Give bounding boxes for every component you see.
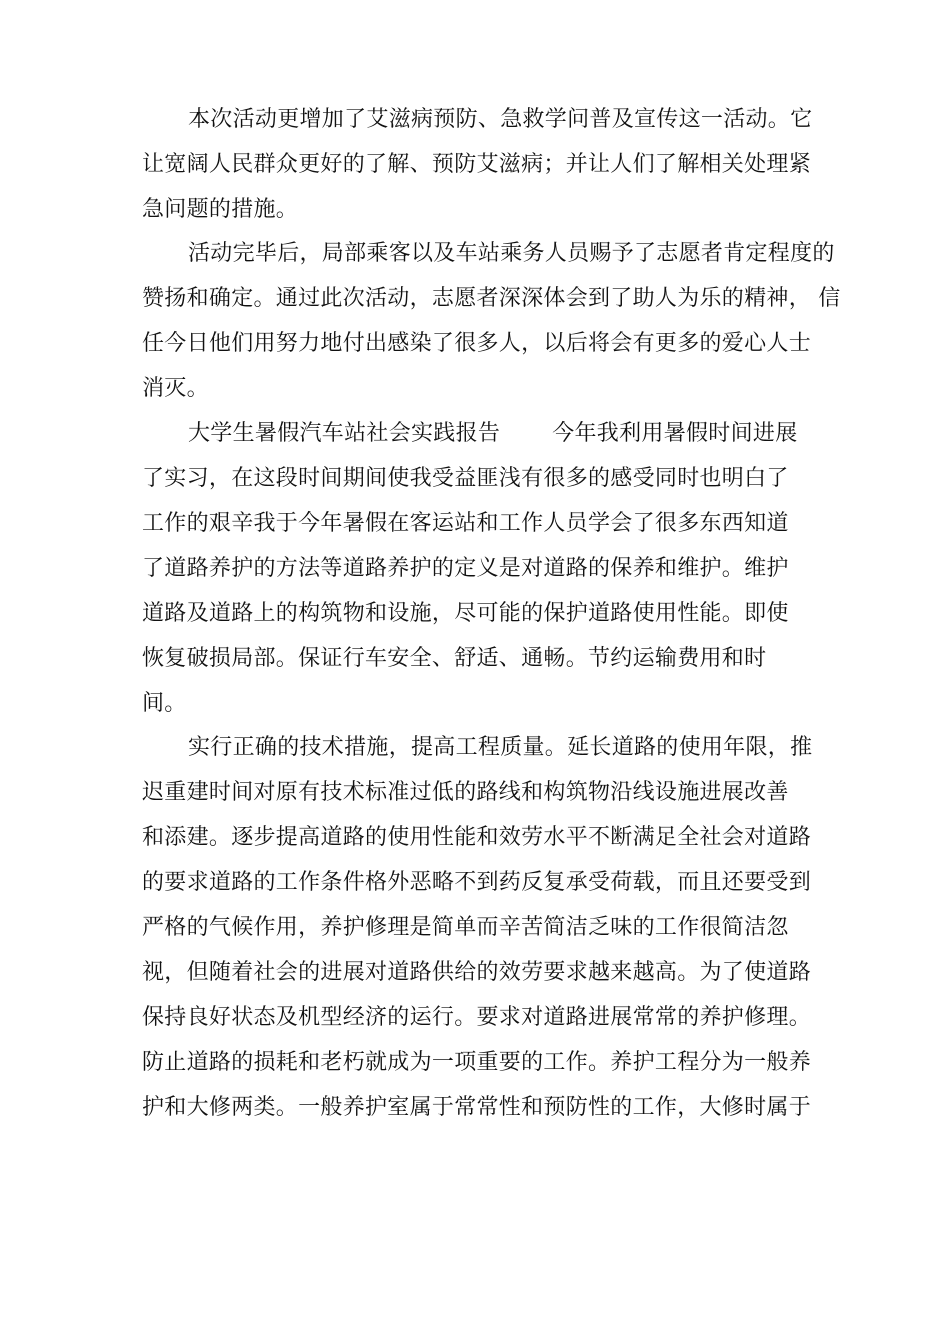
paragraph-2-line-3: 任今日他们用努力地付出感染了很多人，以后将会有更多的爱心人士 <box>142 331 812 356</box>
paragraph-1-line-1: 本次活动更增加了艾滋病预防、急救学问普及宣传这一活动。它 <box>188 107 813 132</box>
report-title: 大学生暑假汽车站社会实践报告 <box>188 421 501 446</box>
paragraph-4-line-8: 防止道路的损耗和老朽就成为一项重要的工作。养护工程分为一般养 <box>142 1050 812 1075</box>
paragraph-4-line-5: 严格的气候作用，养护修理是简单而辛苦简洁乏味的工作很简洁忽 <box>142 915 789 940</box>
paragraph-3-line-5: 道路及道路上的构筑物和设施，尽可能的保护道路使用性能。即使 <box>142 601 789 626</box>
paragraph-4-line-3: 和添建。逐步提高道路的使用性能和效劳水平不断满足全社会对道路 <box>142 825 812 850</box>
paragraph-4-line-9: 护和大修两类。一般养护室属于常常性和预防性的工作，大修时属于 <box>142 1095 812 1120</box>
paragraph-3-line-7: 间。 <box>142 691 187 716</box>
paragraph-4-line-6: 视，但随着社会的进展对道路供给的效劳要求越来越高。为了使道路 <box>142 960 812 985</box>
paragraph-3-line-6: 恢复破损局部。保证行车安全、舒适、通畅。节约运输费用和时 <box>142 646 767 671</box>
paragraph-4-line-2: 迟重建时间对原有技术标准过低的路线和构筑物沿线设施进展改善 <box>142 780 789 805</box>
paragraph-4-line-4: 的要求道路的工作条件格外恶略不到药反复承受荷载，而且还要受到 <box>142 870 812 895</box>
paragraph-3-line-1 <box>188 419 798 449</box>
paragraph-4-line-1: 实行正确的技术措施，提高工程质量。延长道路的使用年限，推 <box>188 735 813 760</box>
paragraph-1-line-2: 让宽阔人民群众更好的了解、预防艾滋病；并让人们了解相关处理紧 <box>142 152 812 177</box>
paragraph-2-line-1: 活动完毕后，局部乘客以及车站乘务人员赐予了志愿者肯定程度的 <box>188 241 835 266</box>
paragraph-1-line-3: 急问题的措施。 <box>142 197 299 222</box>
paragraph-3-line-2: 了实习，在这段时间期间使我受益匪浅有很多的感受同时也明白了 <box>142 466 789 491</box>
paragraph-3-line-4: 了道路养护的方法等道路养护的定义是对道路的保养和维护。维护 <box>142 556 789 581</box>
report-intro: 今年我利用暑假时间进展 <box>552 421 798 446</box>
paragraph-3-line-3: 工作的艰辛我于今年暑假在客运站和工作人员学会了很多东西知道 <box>142 511 789 536</box>
paragraph-4-line-7: 保持良好状态及机型经济的运行。要求对道路进展常常的养护修理。 <box>142 1005 812 1030</box>
paragraph-2-line-4: 消灭。 <box>142 376 209 401</box>
paragraph-2-line-2: 赞扬和确定。通过此次活动，志愿者深深体会到了助人为乐的精神， 信 <box>142 286 841 311</box>
